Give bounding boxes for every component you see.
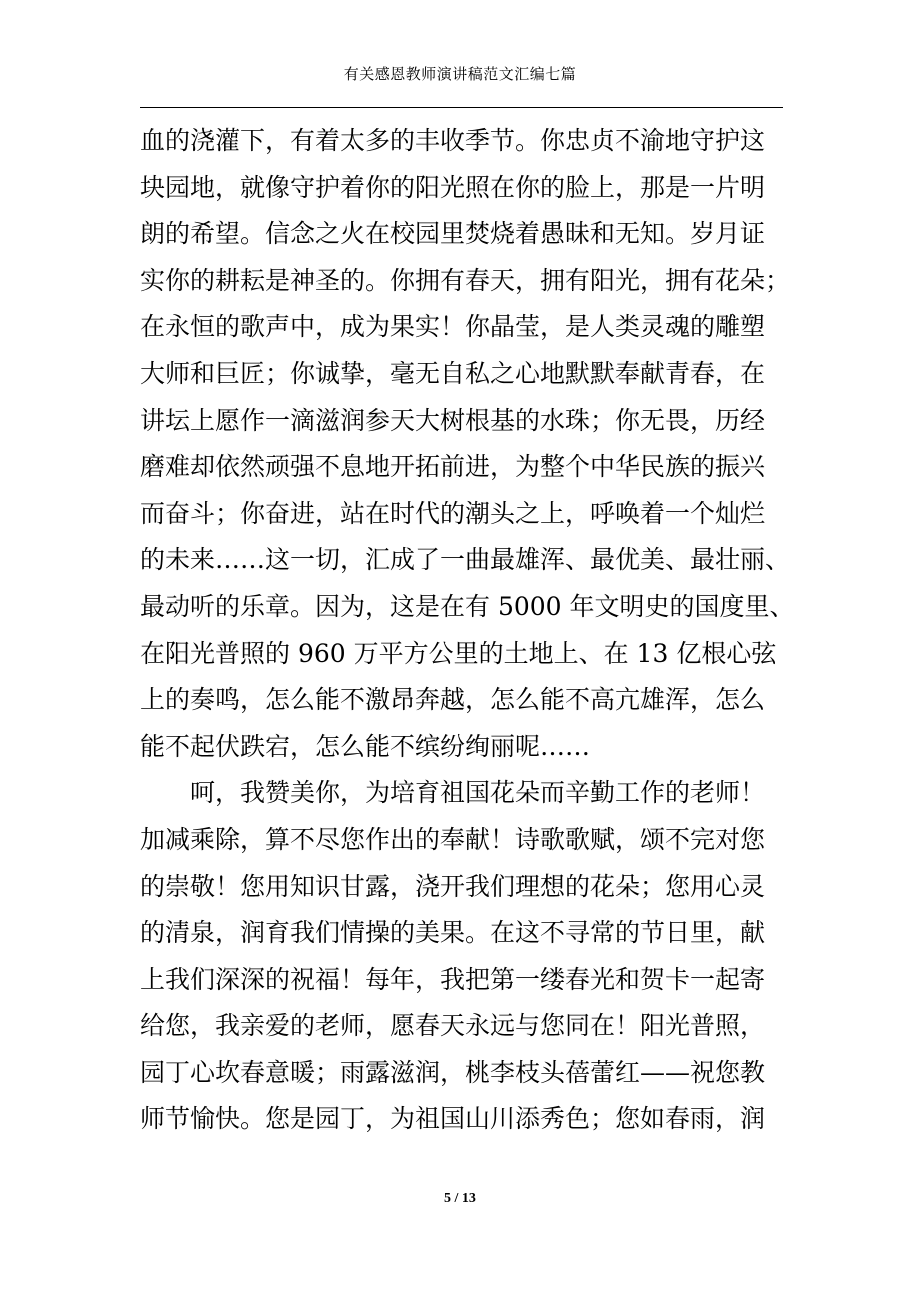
body-line: 的清泉，润育我们情操的美果。在这不寻常的节日里，献 xyxy=(140,918,766,948)
body-line: 讲坛上愿作一滴滋润参天大树根基的水珠；你无畏，历经 xyxy=(140,405,766,435)
body-line: 加减乘除，算不尽您作出的奉献！诗歌歌赋，颂不完对您 xyxy=(140,824,766,854)
body-line: 最动听的乐章。因为，这是在有 5000 年文明史的国度里、 xyxy=(140,591,795,621)
document-body xyxy=(140,118,795,1143)
body-line: 大师和巨匠；你诚挚，毫无自私之心地默默奉献青春，在 xyxy=(140,358,766,388)
page-header-title: 有关感恩教师演讲稿范文汇编七篇 xyxy=(343,65,577,83)
body-line: 在阳光普照的 960 万平方公里的土地上、在 13 亿根心弦 xyxy=(140,638,777,668)
body-line: 的崇敬！您用知识甘露，浇开我们理想的花朵；您用心灵 xyxy=(140,871,766,901)
body-line: 在永恒的歌声中，成为果实！你晶莹，是人类灵魂的雕塑 xyxy=(140,312,766,342)
body-line: 给您，我亲爱的老师，愿春天永远与您同在！阳光普照， xyxy=(140,1011,766,1041)
body-line: 朗的希望。信念之火在校园里焚烧着愚昧和无知。岁月证 xyxy=(140,219,766,249)
body-line: 师节愉快。您是园丁，为祖国山川添秀色；您如春雨，润 xyxy=(140,1104,766,1134)
body-line: 能不起伏跌宕，怎么能不缤纷绚丽呢…… xyxy=(140,731,591,761)
body-line: 而奋斗；你奋进，站在时代的潮头之上，呼唤着一个灿烂 xyxy=(140,498,766,528)
body-line: 上我们深深的祝福！每年，我把第一缕春光和贺卡一起寄 xyxy=(140,964,766,994)
paragraph-start-line: 呵，我赞美你，为培育祖国花朵而辛勤工作的老师！ xyxy=(190,778,766,808)
body-line: 上的奏鸣，怎么能不激昂奔越，怎么能不高亢雄浑，怎么 xyxy=(140,685,766,715)
body-line: 磨难却依然顽强不息地开拓前进，为整个中华民族的振兴 xyxy=(140,452,766,482)
body-line: 实你的耕耘是神圣的。你拥有春天，拥有阳光，拥有花朵； xyxy=(140,265,791,295)
header-divider xyxy=(140,107,783,108)
body-line: 血的浇灌下，有着太多的丰收季节。你忠贞不渝地守护这 xyxy=(140,126,766,155)
page-number: 5 / 13 xyxy=(444,1191,476,1206)
body-line: 的未来……这一切，汇成了一曲最雄浑、最优美、最壮丽、 xyxy=(140,545,791,575)
body-line: 园丁心坎春意暖；雨露滋润，桃李枝头蓓蕾红——祝您教 xyxy=(140,1057,766,1087)
body-line: 块园地，就像守护着你的阳光照在你的脸上，那是一片明 xyxy=(140,172,766,202)
